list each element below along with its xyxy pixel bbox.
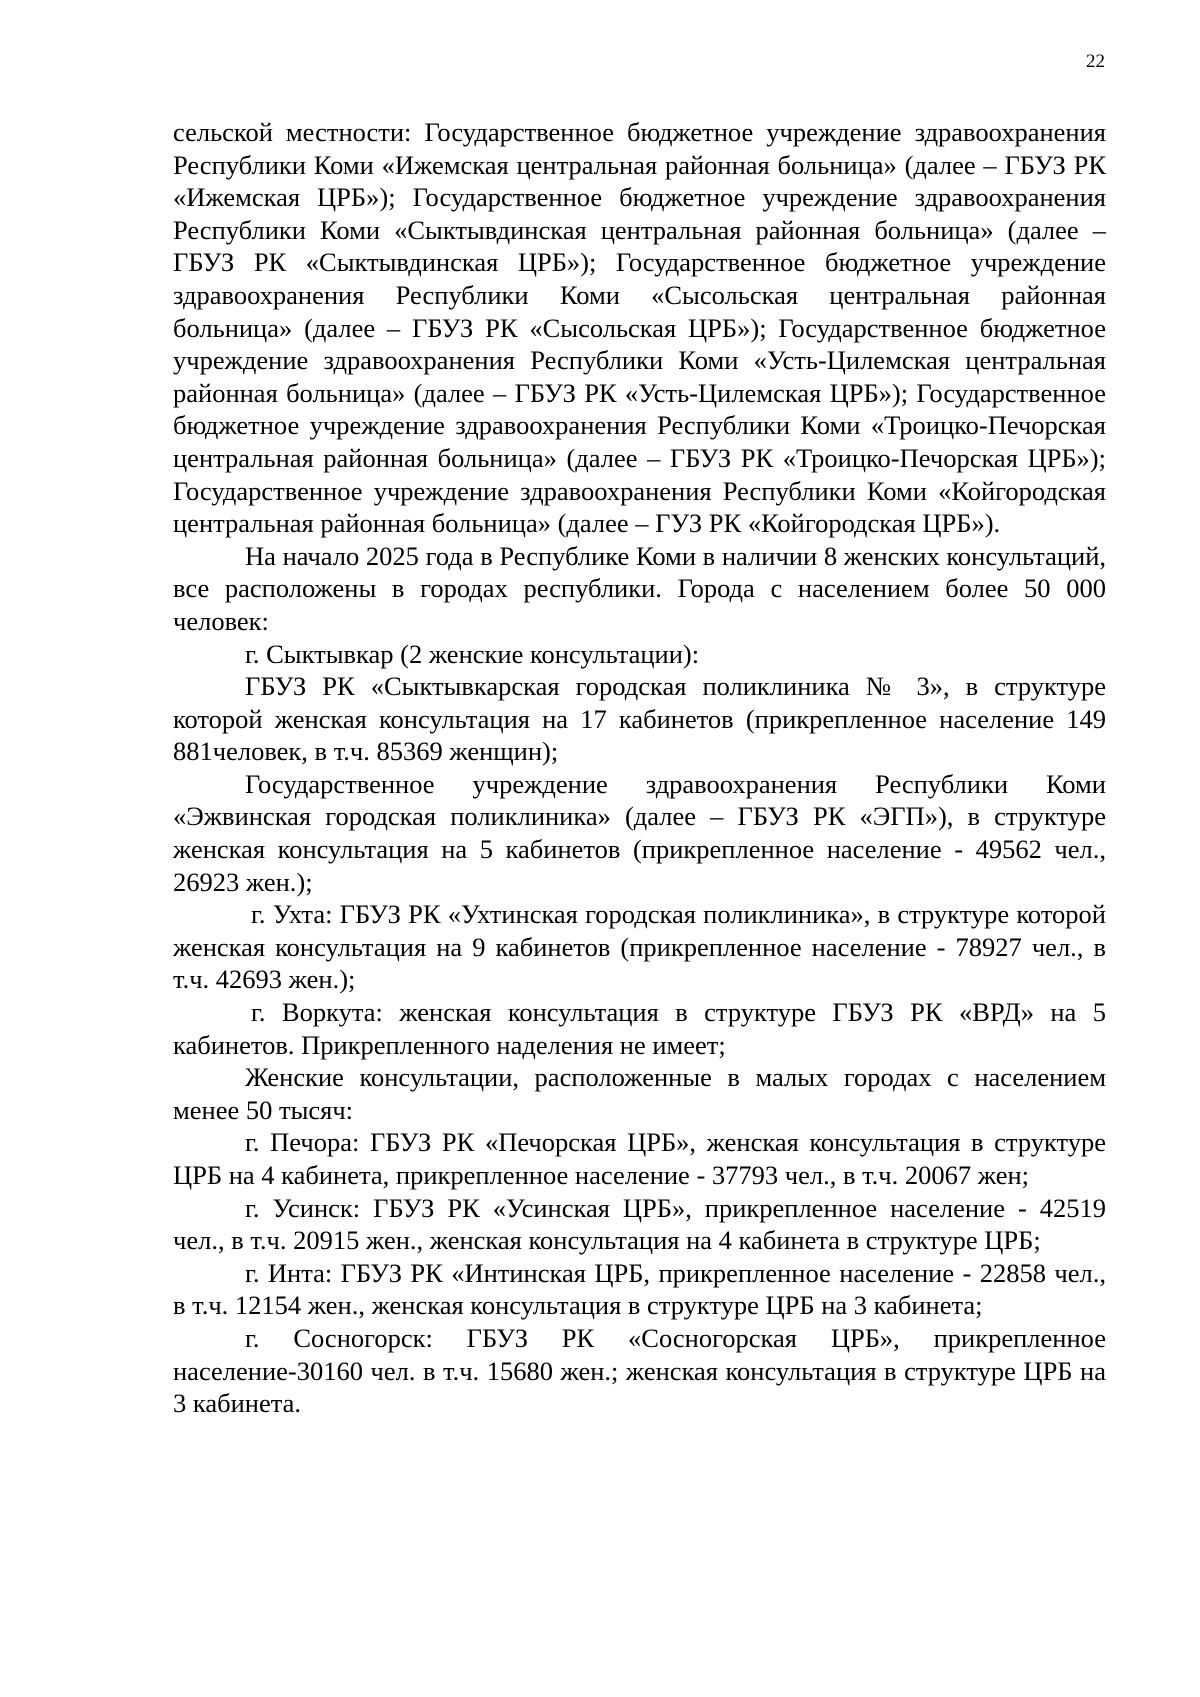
- paragraph-polyclinic-3: ГБУЗ РК «Сыктывкарская городская поликлиника № 3», в структуре которой женская консультация на 17 кабинетов (прикрепленное население 149 881человек, в т.ч. 85369 женщин);: [173, 671, 1106, 767]
- paragraph-rural-hospitals: сельской местности: Государственное бюджетное учреждение здравоохранения Республики Коми «Ижемская центральная районная больница» (далее – ГБУЗ РК «Ижемская ЦРБ»); Государственное бюджетное учреждение здравоохранения Республики Коми «Сыктывдинская центральная районная больница» (далее – ГБУЗ РК «Сыктывдинская ЦРБ»); Государственное бюджетное учреждение здравоохранения Республики Коми «Сысольская центральная районная больница» (далее – ГБУЗ РК «Сысольская ЦРБ»); Государственное бюджетное учреждение здравоохранения Республики Коми «Усть-Цилемская центральная районная больница» (далее – ГБУЗ РК «Усть-Цилемская ЦРБ»); Государственное бюджетное учреждение здравоохранения Республики Коми «Троицко-Печорская центральная районная больница» (далее – ГБУЗ РК «Троицко-Печорская ЦРБ»); Государственное учреждение здравоохранения Республики Коми «Койгородская центральная районная больница» (далее – ГУЗ РК «Койгородская ЦРБ»).: [173, 117, 1106, 539]
- paragraph-pechora: г. Печора: ГБУЗ РК «Печорская ЦРБ», женская консультация в структуре ЦРБ на 4 кабинета, прикрепленное население - 37793 чел., в т.ч. 20067 жен;: [173, 1127, 1106, 1190]
- paragraph-ukhta: г. Ухта: ГБУЗ РК «Ухтинская городская поликлиника», в структуре которой женская консультация на 9 кабинетов (прикрепленное население - 78927 чел., в т.ч. 42693 жен.);: [173, 899, 1106, 995]
- paragraph-consultations-count: На начало 2025 года в Республике Коми в наличии 8 женских консультаций, все расположены в городах республики. Города с населением более 50 000 человек:: [173, 540, 1106, 636]
- paragraph-inta: г. Инта: ГБУЗ РК «Интинская ЦРБ, прикрепленное население - 22858 чел., в т.ч. 12154 жен., женская консультация в структуре ЦРБ на 3 кабинета;: [173, 1257, 1106, 1321]
- paragraph-small-towns: Женские консультации, расположенные в малых городах с населением менее 50 тысяч:: [173, 1062, 1106, 1125]
- paragraph-sosnogorsk: г. Сосногорск: ГБУЗ РК «Сосногорская ЦРБ», прикрепленное население-30160 чел. в т.ч. 15680 жен.; женская консультация в структуре ЦРБ на 3 кабинета.: [173, 1322, 1106, 1419]
- paragraph-ezhva: Государственное учреждение здравоохранения Республики Коми «Эжвинская городская поликлиника» (далее – ГБУЗ РК «ЭГП»), в структуре женская консультация на 5 кабинетов (прикрепленное население - 49562 чел., 26923 жен.);: [173, 768, 1106, 897]
- page-number: 22: [1086, 51, 1105, 72]
- paragraph-usinsk: г. Усинск: ГБУЗ РК «Усинская ЦРБ», прикрепленное население - 42519 чел., в т.ч. 20915 жен., женская консультация на 4 кабинета в структуре ЦРБ;: [173, 1192, 1106, 1256]
- document-body: [173, 116, 1106, 1420]
- paragraph-vorkuta: г. Воркута: женская консультация в структуре ГБУЗ РК «ВРД» на 5 кабинетов. Прикрепленного наделения не имеет;: [173, 997, 1106, 1060]
- paragraph-syktyvkar: г. Сыктывкар (2 женские консультации):: [245, 638, 700, 669]
